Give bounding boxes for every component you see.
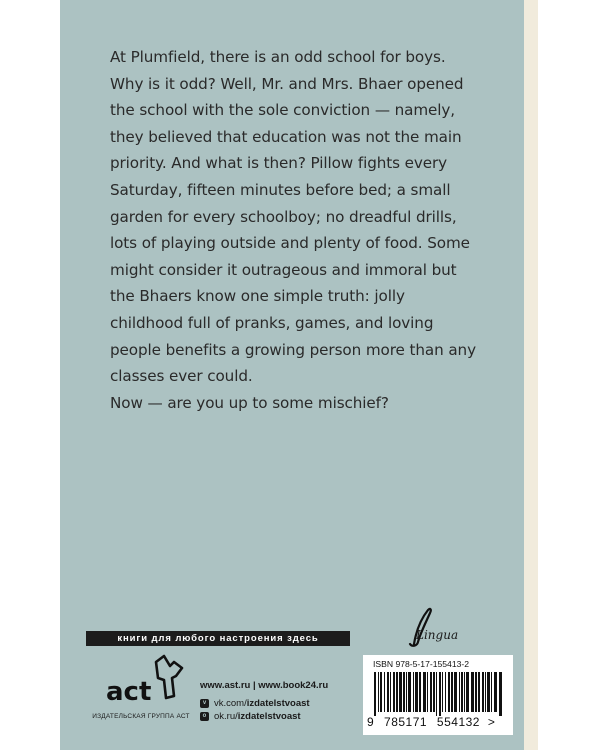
barcode-bar [466,672,469,712]
barcode-digits [367,715,507,729]
barcode-bar [482,672,484,712]
spine-strip [524,0,538,750]
ok-prefix: ok.ru/ [214,711,238,722]
barcode-bar [413,672,414,712]
barcode-bar [374,672,376,716]
barcode-digit-tail: > [487,715,496,729]
barcode-bar [384,672,385,712]
vk-prefix: vk.com/ [214,698,247,709]
barcode-bar [445,672,446,712]
barcode-bar [427,672,428,712]
isbn-label: ISBN 978-5-17-155413-2 [373,659,470,669]
vk-icon: v [200,699,209,708]
barcode-bar [408,672,411,712]
barcode-bar [494,672,497,712]
barcode-bar [433,672,435,712]
barcode-bar [423,672,426,712]
barcode-bar [475,672,477,712]
blurb-text [110,44,480,416]
publisher-group-label: ИЗДАТЕЛЬСКАЯ ГРУППА АСТ [92,713,190,720]
barcode-bar [390,672,391,712]
barcode-digit-first: 9 [367,715,375,729]
contacts [200,680,328,723]
lingua-swash-icon [398,604,458,650]
barcode-bar [403,672,405,712]
barcode-bar [487,672,490,712]
barcode-digit-group-2: 554132 [436,715,480,729]
barcode-bar [471,672,474,712]
barcode-bar [499,672,502,716]
ok-handle: izdatelstvoast [237,711,301,722]
ast-logo-icon [92,652,202,722]
lingua-imprint: Lingua [416,628,459,642]
ok-row [200,710,328,723]
barcode-bar [451,672,453,712]
barcode-bar [399,672,402,712]
barcode-bar [378,672,379,712]
vk-row [200,697,328,710]
barcode-bar [393,672,395,712]
barcode-bar [387,672,389,712]
barcode-digit-group-1: 785171 [384,715,428,729]
barcode-bar [485,672,486,712]
barcode-bar [464,672,465,712]
barcode-bar [461,672,463,712]
barcode-bar [478,672,480,712]
barcode-bar [454,672,457,712]
ast-logo [92,652,202,722]
barcode-bars [374,672,502,716]
barcode-bar [439,672,441,716]
barcode-bar [396,672,398,712]
barcode-bar [448,672,450,712]
ast-logo-lettering: act [106,677,152,707]
barcode-bar [415,672,418,712]
websites: www.ast.ru | www.book24.ru [200,680,329,691]
blurb-closing-line: Now — are you up to some mischief? [110,393,389,412]
barcode-bar [419,672,421,712]
barcode-bar [442,672,443,712]
tagline-banner: книги для любого настроения здесь [86,631,350,646]
barcode-bar [491,672,492,712]
barcode-bar [436,672,437,716]
barcode-bar [430,672,432,712]
barcode-panel [363,655,513,735]
barcode-icon [374,672,502,716]
barcode-bar [406,672,407,712]
barcode-bar [459,672,460,712]
vk-handle: izdatelstvoast [246,698,310,709]
barcode-bar [380,672,382,712]
blurb-paragraph: At Plumfield, there is an odd school for boys. Why is it odd? Well, Mr. and Mrs. Bhaer opened the school with the sole conviction — namely, they believed that education was not the main priority. And what is then? Pillow fights every Saturday, fifteen minutes before bed; a small garden for every schoolboy; no dreadful drills, lots of playing outside and plenty of food. Some might consider it outrageous and immoral but the Bhaers know one simple truth: jolly childhood full of pranks, games, and loving people benefits a growing person more than any classes ever could. [110,48,476,386]
ok-icon: o [200,712,209,721]
